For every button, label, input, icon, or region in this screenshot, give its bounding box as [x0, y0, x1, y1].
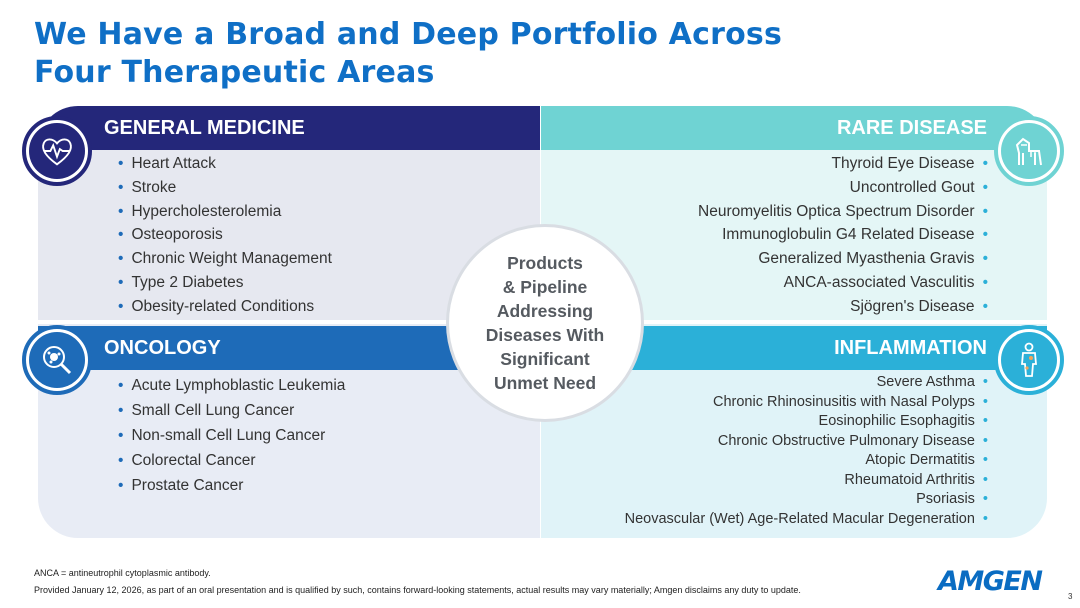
list-item: Neuromyelitis Optica Spectrum Disorder •	[560, 200, 988, 224]
list-item: Atopic Dermatitis •	[560, 451, 988, 471]
center-message	[470, 251, 620, 395]
list-item: Rheumatoid Arthritis •	[560, 471, 988, 491]
center-line: Products	[507, 253, 583, 273]
list-item: • Obesity-related Conditions	[118, 295, 332, 319]
list-item: Severe Asthma •	[560, 373, 988, 393]
list-item: Neovascular (Wet) Age-Related Macular Degeneration •	[560, 510, 988, 530]
general-medicine-label: GENERAL MEDICINE	[104, 116, 305, 139]
list-item: • Chronic Weight Management	[118, 247, 332, 271]
list-item: Immunoglobulin G4 Related Disease •	[560, 223, 988, 247]
slide-title	[34, 16, 782, 92]
list-item: • Hypercholesterolemia	[118, 200, 332, 224]
center-line: & Pipeline	[502, 277, 588, 297]
list-item: Eosinophilic Esophagitis •	[560, 412, 988, 432]
inflammation-label: INFLAMMATION	[834, 336, 987, 359]
page-number: 3	[1068, 592, 1073, 601]
list-item: • Colorectal Cancer	[118, 448, 345, 473]
footnote-disclaimer: Provided January 12, 2026, as part of an oral presentation and is qualified by such, contains forward-looking statements, actual results may vary materially; Amgen disclaims any duty to update.	[34, 585, 801, 595]
center-message-circle	[446, 224, 644, 422]
list-item: Chronic Rhinosinusitis with Nasal Polyps •	[560, 393, 988, 413]
list-item: • Acute Lymphoblastic Leukemia	[118, 373, 345, 398]
footnote-abbreviation: ANCA = antineutrophil cytoplasmic antibody.	[34, 568, 211, 578]
title-line-2: Four Therapeutic Areas	[34, 55, 435, 90]
list-item: Chronic Obstructive Pulmonary Disease •	[560, 432, 988, 452]
center-line: Significant	[500, 349, 590, 369]
list-item: • Small Cell Lung Cancer	[118, 398, 345, 423]
inflammation-list	[560, 373, 988, 529]
list-item: ANCA-associated Vasculitis •	[560, 271, 988, 295]
amgen-logo: AMGEN	[938, 566, 1042, 597]
oncology-list	[118, 373, 345, 498]
magnified-cell-icon	[37, 340, 77, 380]
rare-disease-header	[541, 106, 1047, 150]
general-medicine-list	[118, 152, 332, 319]
list-item: Thyroid Eye Disease •	[560, 152, 988, 176]
list-item: • Type 2 Diabetes	[118, 271, 332, 295]
title-line-1: We Have a Broad and Deep Portfolio Across	[34, 17, 783, 52]
zebra-icon	[1009, 131, 1049, 171]
center-line: Addressing	[496, 301, 594, 321]
list-item: Generalized Myasthenia Gravis •	[560, 247, 988, 271]
human-body-icon	[1009, 340, 1049, 380]
inflammation-icon-badge	[994, 325, 1064, 395]
rare-disease-label: RARE DISEASE	[836, 116, 987, 139]
center-line: Diseases With	[485, 325, 605, 345]
general-medicine-icon-badge	[22, 116, 92, 186]
list-item: • Heart Attack	[118, 152, 332, 176]
oncology-label: ONCOLOGY	[104, 336, 221, 359]
center-line: Unmet Need	[493, 373, 597, 393]
list-item: • Osteoporosis	[118, 223, 332, 247]
list-item: Sjögren's Disease •	[560, 295, 988, 319]
rare-disease-icon-badge	[994, 116, 1064, 186]
list-item: Psoriasis •	[560, 490, 988, 510]
list-item: • Prostate Cancer	[118, 473, 345, 498]
heart-pulse-icon	[38, 132, 76, 170]
list-item: • Stroke	[118, 176, 332, 200]
oncology-icon-badge	[22, 325, 92, 395]
list-item: Uncontrolled Gout •	[560, 176, 988, 200]
list-item: • Non-small Cell Lung Cancer	[118, 423, 345, 448]
general-medicine-header	[38, 106, 540, 150]
